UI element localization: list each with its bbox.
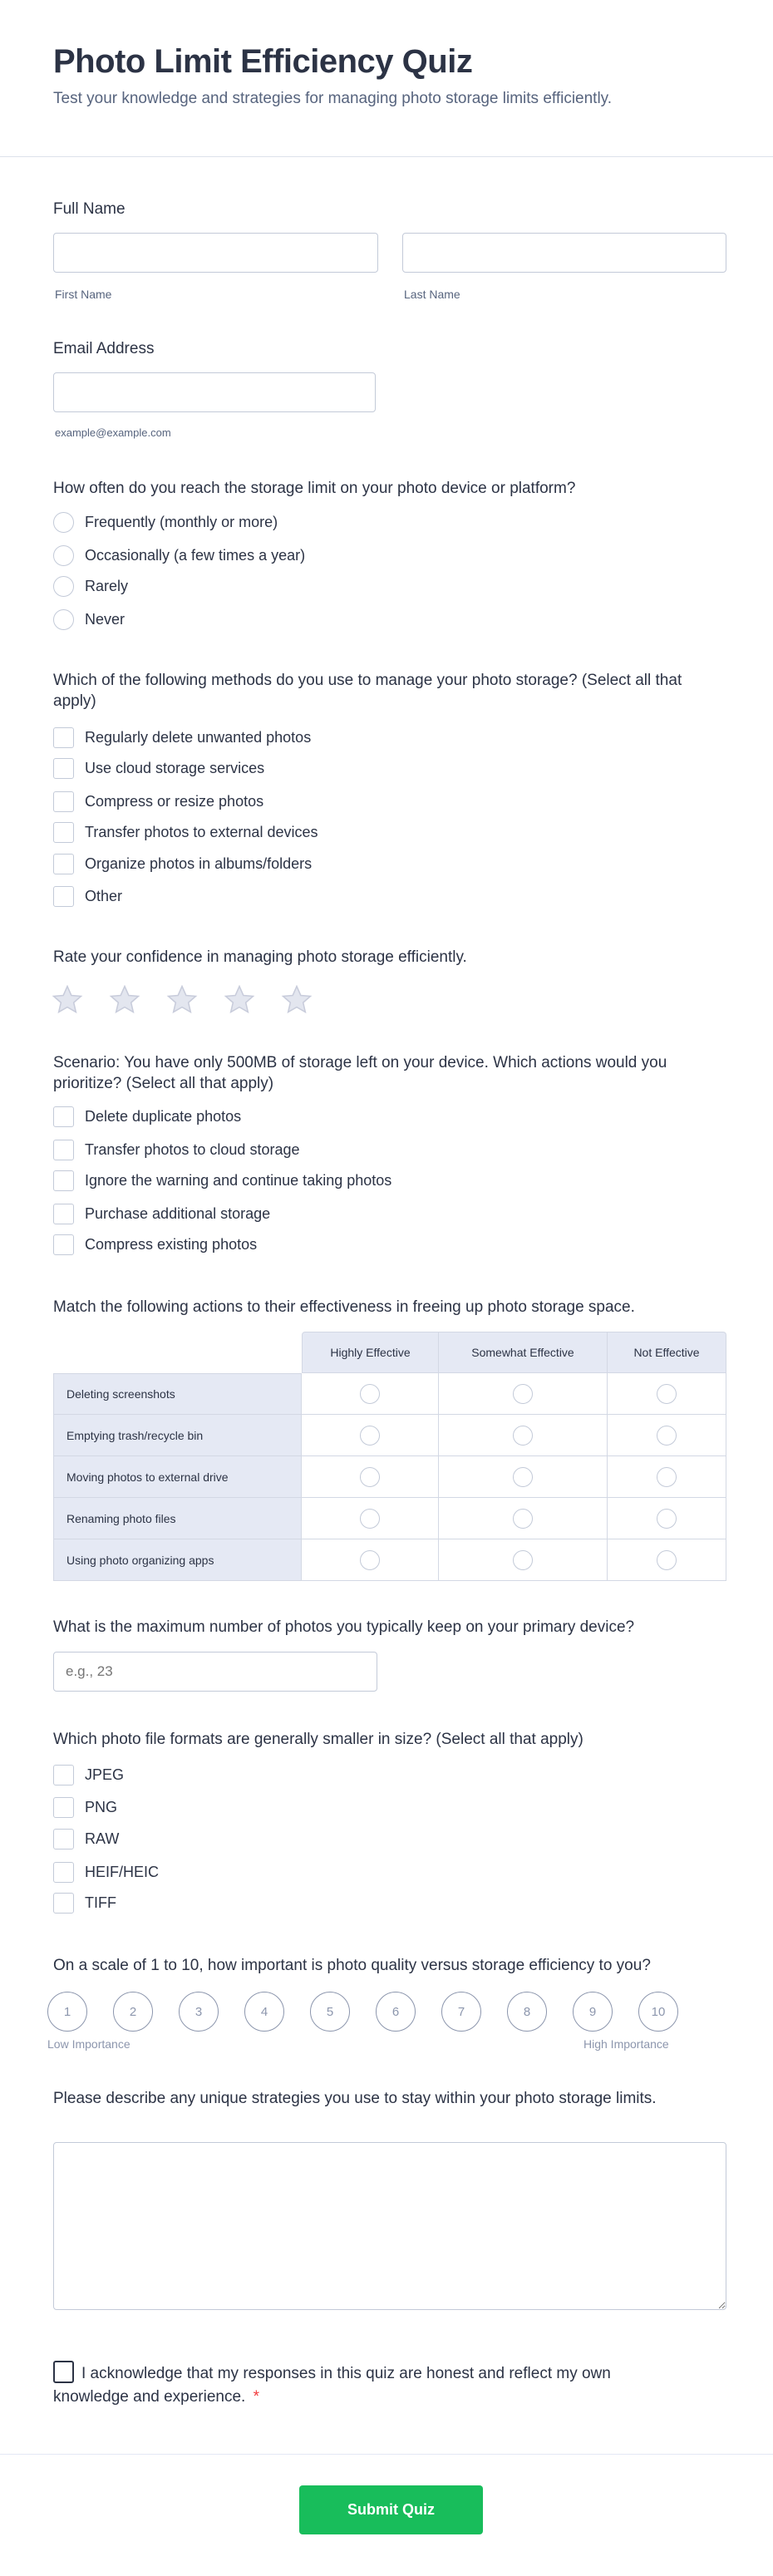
checkbox[interactable] — [53, 854, 74, 874]
scale-option-6[interactable]: 6 — [376, 1992, 416, 2032]
q2-option[interactable] — [53, 821, 318, 843]
q7-option[interactable] — [53, 1796, 117, 1818]
radio-button[interactable] — [53, 512, 74, 533]
email-input[interactable] — [53, 372, 376, 412]
checkbox[interactable] — [53, 1140, 74, 1160]
star-icon[interactable] — [281, 985, 313, 1015]
matrix-row — [53, 1415, 726, 1456]
matrix-radio-button[interactable] — [657, 1426, 677, 1446]
matrix-radio-button[interactable] — [657, 1550, 677, 1570]
acknowledgement — [53, 2361, 685, 2409]
q4-option[interactable] — [53, 1234, 257, 1255]
q7-option-label: JPEG — [85, 1766, 125, 1783]
required-asterisk: * — [253, 2388, 260, 2406]
strategies-textarea[interactable] — [53, 2142, 726, 2310]
matrix-cell — [608, 1539, 726, 1581]
checkbox[interactable] — [53, 1893, 74, 1914]
q2-option[interactable] — [53, 727, 311, 748]
checkbox[interactable] — [53, 1106, 74, 1127]
q3-label: Rate your confidence in managing photo storage efficiently. — [53, 948, 467, 966]
matrix-row-label: Using photo organizing apps — [53, 1539, 302, 1581]
q7-option[interactable] — [53, 1861, 159, 1883]
q4-label: Scenario: You have only 500MB of storage left on your device. Which actions would you prioritize? (Select all that apply) — [53, 1054, 667, 1092]
checkbox[interactable] — [53, 1234, 74, 1255]
page-subtitle: Test your knowledge and strategies for managing photo storage limits efficiently. — [53, 90, 613, 107]
matrix-row — [53, 1373, 726, 1415]
q7-option-label: PNG — [85, 1798, 118, 1815]
q1-option-label: Occasionally (a few times a year) — [85, 546, 306, 564]
q5-label: Match the following actions to their effectiveness in freeing up photo storage space. — [53, 1298, 635, 1316]
matrix-radio-button[interactable] — [513, 1467, 533, 1487]
q4-option[interactable] — [53, 1170, 391, 1191]
q4-option-label: Purchase additional storage — [85, 1204, 271, 1222]
matrix-corner — [53, 1332, 302, 1373]
effectiveness-matrix — [53, 1332, 726, 1581]
q4-option[interactable] — [53, 1203, 270, 1224]
matrix-cell — [302, 1539, 439, 1581]
q4-option-label: Delete duplicate photos — [85, 1107, 242, 1125]
q4-option-label: Ignore the warning and continue taking photos — [85, 1171, 392, 1189]
q7-option[interactable] — [53, 1892, 116, 1914]
scale-option-4[interactable]: 4 — [244, 1992, 284, 2032]
q1-option[interactable] — [53, 575, 128, 597]
q4-option-label: Compress existing photos — [85, 1235, 258, 1253]
checkbox[interactable] — [53, 1765, 74, 1785]
star-icon[interactable] — [52, 985, 83, 1015]
scale-option-2[interactable]: 2 — [113, 1992, 153, 2032]
q2-option-label: Compress or resize photos — [85, 792, 264, 810]
matrix-column-header: Somewhat Effective — [439, 1332, 608, 1373]
q1-label: How often do you reach the storage limit on your photo device or platform? — [53, 480, 576, 497]
matrix-radio-button[interactable] — [360, 1509, 380, 1529]
q2-option-label: Use cloud storage services — [85, 759, 265, 776]
matrix-cell — [608, 1456, 726, 1498]
max-photos-input[interactable] — [53, 1652, 377, 1692]
header-divider — [0, 156, 773, 157]
matrix-cell — [439, 1456, 608, 1498]
matrix-radio-button[interactable] — [657, 1384, 677, 1404]
matrix-radio-button[interactable] — [657, 1509, 677, 1529]
matrix-cell — [439, 1415, 608, 1456]
q4-option-label: Transfer photos to cloud storage — [85, 1140, 300, 1158]
q2-option[interactable] — [53, 853, 312, 874]
checkbox[interactable] — [53, 886, 74, 907]
matrix-row-label: Moving photos to external drive — [53, 1456, 302, 1498]
q7-option-label: HEIF/HEIC — [85, 1863, 160, 1880]
matrix-radio-button[interactable] — [513, 1384, 533, 1404]
q7-option[interactable] — [53, 1764, 124, 1785]
matrix-cell — [302, 1498, 439, 1539]
page-title: Photo Limit Efficiency Quiz — [53, 43, 473, 80]
checkbox[interactable] — [53, 791, 74, 812]
scale-high-label: High Importance — [583, 2037, 669, 2051]
q1-option[interactable] — [53, 544, 305, 566]
scale-option-3[interactable]: 3 — [179, 1992, 219, 2032]
scale-option-1[interactable]: 1 — [47, 1992, 87, 2032]
footer-divider — [0, 2454, 773, 2455]
matrix-radio-button[interactable] — [657, 1467, 677, 1487]
checkbox[interactable] — [53, 822, 74, 843]
checkbox[interactable] — [53, 1829, 74, 1849]
matrix-cell — [302, 1415, 439, 1456]
q4-option[interactable] — [53, 1139, 299, 1160]
submit-button[interactable]: Submit Quiz — [299, 2485, 483, 2534]
scale-option-7[interactable]: 7 — [441, 1992, 481, 2032]
matrix-cell — [439, 1539, 608, 1581]
first-name-input[interactable] — [53, 233, 378, 273]
matrix-cell — [439, 1373, 608, 1415]
matrix-column-header: Not Effective — [608, 1332, 726, 1373]
q2-option[interactable] — [53, 791, 263, 812]
matrix-radio-button[interactable] — [360, 1550, 380, 1570]
q1-option-label: Rarely — [85, 577, 129, 594]
matrix-cell — [608, 1415, 726, 1456]
radio-button[interactable] — [53, 576, 74, 597]
full-name-label: Full Name — [53, 200, 126, 218]
checkbox[interactable] — [53, 1170, 74, 1191]
matrix-row-label: Emptying trash/recycle bin — [53, 1415, 302, 1456]
q9-label: Please describe any unique strategies you use to stay within your photo storage limits. — [53, 2090, 657, 2107]
matrix-row — [53, 1498, 726, 1539]
matrix-column-header: Highly Effective — [302, 1332, 439, 1373]
first-name-sublabel: First Name — [55, 288, 112, 301]
q4-option[interactable] — [53, 1106, 241, 1127]
acknowledge-checkbox[interactable] — [53, 2361, 74, 2383]
matrix-cell — [302, 1373, 439, 1415]
matrix-cell — [439, 1498, 608, 1539]
q2-option[interactable] — [53, 757, 264, 779]
q2-option[interactable] — [53, 885, 122, 907]
checkbox[interactable] — [53, 1797, 74, 1818]
q1-option-label: Never — [85, 610, 126, 628]
radio-button[interactable] — [53, 545, 74, 566]
matrix-radio-button[interactable] — [360, 1467, 380, 1487]
matrix-row-label: Renaming photo files — [53, 1498, 302, 1539]
matrix-radio-button[interactable] — [513, 1509, 533, 1529]
scale-option-5[interactable]: 5 — [310, 1992, 350, 2032]
scale-option-10[interactable]: 10 — [638, 1992, 678, 2032]
matrix-radio-button[interactable] — [360, 1426, 380, 1446]
matrix-cell — [608, 1373, 726, 1415]
q1-option[interactable] — [53, 608, 125, 630]
checkbox[interactable] — [53, 1862, 74, 1883]
q1-option-label: Frequently (monthly or more) — [85, 513, 278, 530]
q2-option-label: Other — [85, 887, 123, 904]
matrix-cell — [302, 1456, 439, 1498]
scale-option-9[interactable]: 9 — [573, 1992, 613, 2032]
radio-button[interactable] — [53, 609, 74, 630]
checkbox[interactable] — [53, 758, 74, 779]
matrix-row — [53, 1456, 726, 1498]
checkbox[interactable] — [53, 727, 74, 748]
email-label: Email Address — [53, 340, 155, 357]
checkbox[interactable] — [53, 1204, 74, 1224]
q2-option-label: Organize photos in albums/folders — [85, 855, 313, 872]
q2-option-label: Regularly delete unwanted photos — [85, 728, 312, 746]
matrix-radio-button[interactable] — [360, 1384, 380, 1404]
email-sublabel: example@example.com — [55, 426, 171, 439]
q2-option-label: Transfer photos to external devices — [85, 823, 318, 840]
star-icon[interactable] — [224, 985, 255, 1015]
star-icon[interactable] — [166, 985, 198, 1015]
star-icon[interactable] — [109, 985, 140, 1015]
q8-label: On a scale of 1 to 10, how important is photo quality versus storage efficiency to you? — [53, 1957, 651, 1974]
q7-option[interactable] — [53, 1828, 119, 1849]
q7-option-label: TIFF — [85, 1894, 116, 1911]
acknowledge-label: I acknowledge that my responses in this quiz are honest and reflect my own knowledge and experience. — [53, 2365, 611, 2406]
matrix-row — [53, 1539, 726, 1581]
q2-label: Which of the following methods do you use to manage your photo storage? (Select all that apply) — [53, 672, 682, 710]
q6-label: What is the maximum number of photos you typically keep on your primary device? — [53, 1618, 635, 1636]
matrix-radio-button[interactable] — [513, 1426, 533, 1446]
last-name-input[interactable] — [402, 233, 726, 273]
scale-option-8[interactable]: 8 — [507, 1992, 547, 2032]
q7-label: Which photo file formats are generally smaller in size? (Select all that apply) — [53, 1731, 583, 1748]
last-name-sublabel: Last Name — [404, 288, 460, 301]
matrix-cell — [608, 1498, 726, 1539]
matrix-row-label: Deleting screenshots — [53, 1373, 302, 1415]
scale-low-label: Low Importance — [47, 2037, 130, 2051]
q1-option[interactable] — [53, 511, 278, 533]
q7-option-label: RAW — [85, 1830, 120, 1847]
matrix-radio-button[interactable] — [513, 1550, 533, 1570]
